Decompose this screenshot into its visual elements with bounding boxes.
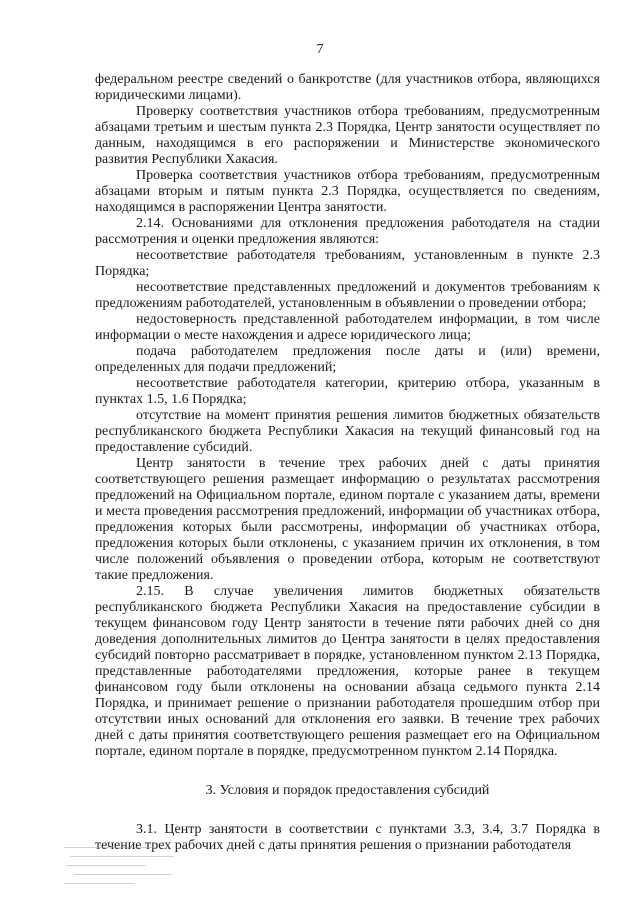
paragraph: 2.14. Основаниями для отклонения предложения работодателя на стадии рассмотрения и оценки предложения являются: (95, 216, 600, 247)
document-body (95, 72, 600, 854)
paragraph: Центр занятости в течение трех рабочих дней с даты принятия соответствующего решения размещает информацию о результатах рассмотрения предложений на Официальном портале, едином портале с указанием даты, времени и места проведения рассмотрения предложений, информации об участниках отбора, предложения которых были рассмотрены, информации об участниках отбора, предложения которых были отклонены, с указанием причин их отклонения, в том числе положений объявления о проведении отбора, которым не соответствуют такие предложения. (95, 456, 600, 583)
page-number: 7 (316, 42, 324, 57)
list-item: несоответствие работодателя категории, критерию отбора, указанным в пунктах 1.5, 1.6 Порядка; (95, 376, 600, 407)
paragraph: Проверка соответствия участников отбора требованиям, предусмотренным абзацами вторым и пятым пункта 2.3 Порядка, осуществляется по сведениям, находящимся в распоряжении Центра занятости. (95, 168, 600, 215)
paragraph: 2.15. В случае увеличения лимитов бюджетных обязательств республиканского бюджета Республики Хакасия на предоставление субсидии в текущем финансовом году Центр занятости в течение пяти рабочих дней со дня доведения дополнительных лимитов до Центра занятости в целях предоставления субсидий повторно рассматривает в порядке, установленном пунктом 2.13 Порядка, представленные работодателями предложения, которые ранее в текущем финансовом году были отклонены на основании абзаца седьмого пункта 2.14 Порядка, и принимает решение о признании работодателя прошедшим отбор при отсутствии иных оснований для отклонения его заявки. В течение трех рабочих дней с даты принятия соответствующего решения размещает его на Официальном портале, едином портале в порядке, предусмотренном пунктом 2.14 Порядка. (95, 584, 600, 759)
list-item: отсутствие на момент принятия решения лимитов бюджетных обязательств республиканского бюджета Республики Хакасия на текущий финансовый год на предоставление субсидий. (95, 408, 600, 455)
list-item: недостоверность представленной работодателем информации, в том числе информации о месте нахождения и адресе юридического лица; (95, 312, 600, 343)
list-item: несоответствие работодателя требованиям, установленным в пункте 2.3 Порядка; (95, 248, 600, 279)
list-item: подача работодателем предложения после даты и (или) времени, определенных для подачи предложений; (95, 344, 600, 375)
section-heading: 3. Условия и порядок предоставления субсидий (205, 783, 490, 798)
list-item: несоответствие представленных предложений и документов требованиям к предложениям работодателей, установленным в объявлении о проведении отбора; (95, 280, 600, 311)
stamp-mark (64, 843, 182, 891)
paragraph: Проверку соответствия участников отбора требованиям, предусмотренным абзацами третьим и шестым пункта 2.3 Порядка, Центр занятости осуществляет по данным, находящимся в его распоряжении и Министерстве экономического развития Республики Хакасия. (95, 104, 600, 167)
paragraph: 3.1. Центр занятости в соответствии с пунктами 3.3, 3.4, 3.7 Порядка в течение трех рабочих дней с даты принятия решения о признании работодателя (95, 822, 600, 853)
paragraph: федеральном реестре сведений о банкротстве (для участников отбора, являющихся юридическими лицами). (95, 72, 600, 103)
